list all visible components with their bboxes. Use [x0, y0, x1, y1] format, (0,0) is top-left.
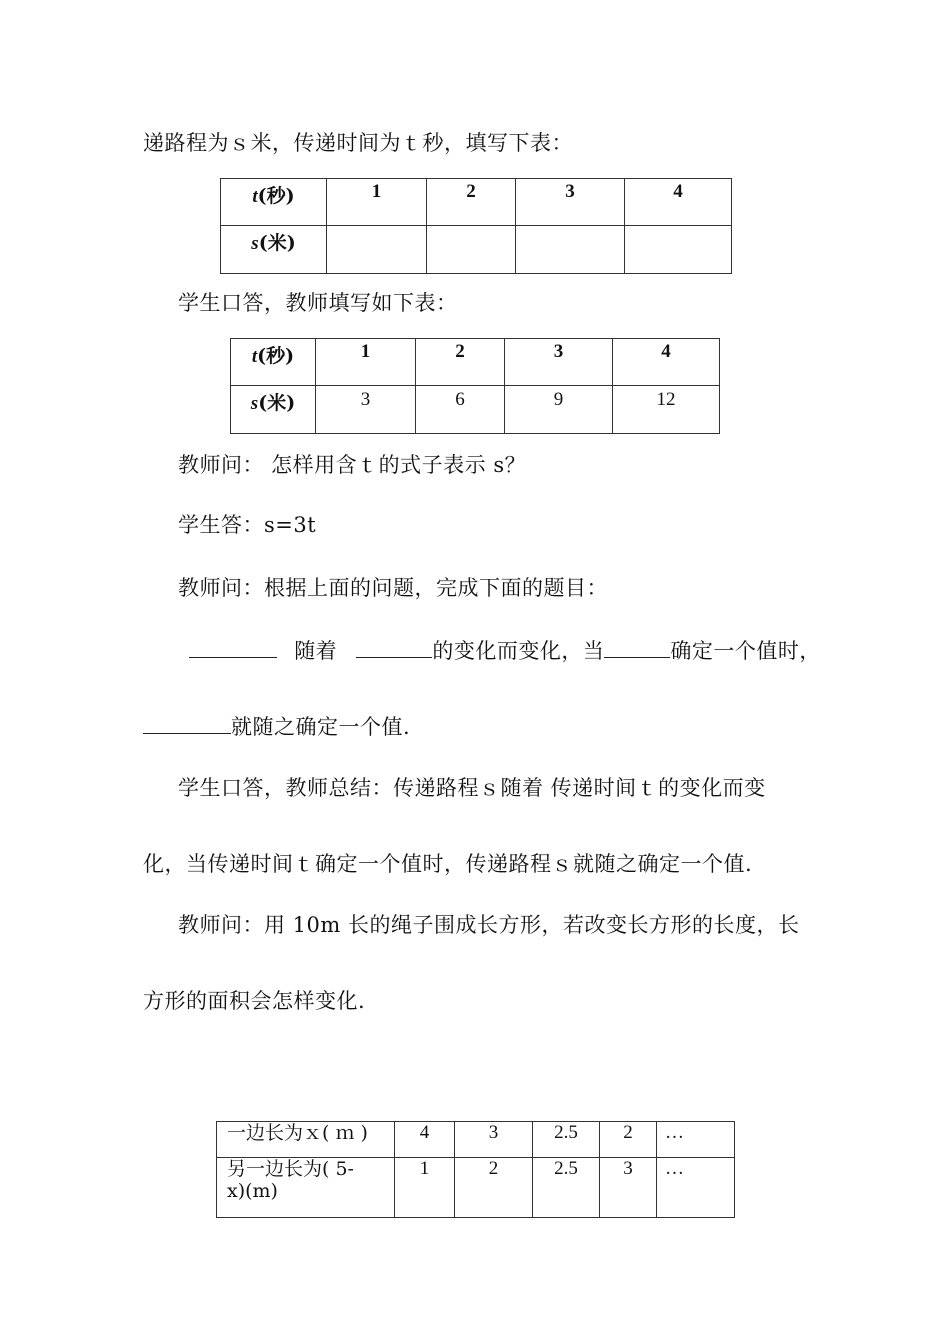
table-cell: 2: [600, 1122, 657, 1158]
blank-answer-2[interactable]: [356, 639, 432, 658]
paragraph-student-answer: 学生口答，教师填写如下表：: [178, 291, 458, 315]
table-cell: 9: [505, 386, 613, 434]
table-header-cell: 1: [316, 339, 416, 386]
paragraph-teacher-question: 教师问： 怎样用含ｔ的式子表示 s？: [178, 453, 527, 477]
table-header-cell: 2: [427, 179, 516, 226]
table-header-t: t(秒): [231, 339, 316, 386]
table-filled: [230, 338, 720, 434]
fill-blank-line-2: [143, 713, 410, 741]
table-header-s: s(米): [221, 226, 327, 274]
blank-answer-1[interactable]: [189, 639, 277, 658]
table-cell: 1: [395, 1158, 455, 1218]
table-cell-ellipsis: …: [657, 1122, 735, 1158]
table-header-cell: 2: [416, 339, 505, 386]
paragraph-student-reply: 学生答：s=3t: [178, 513, 317, 537]
table-cell[interactable]: [516, 226, 625, 274]
table-cell: 4: [395, 1122, 455, 1158]
table-header-cell: 3: [516, 179, 625, 226]
table-header-cell: 4: [625, 179, 732, 226]
table-cell: 2: [455, 1158, 533, 1218]
table-cell: 2.5: [533, 1158, 600, 1218]
paragraph-summary-2: 化，当传递时间ｔ确定一个值时，传递路程ｓ就随之确定一个值.: [143, 852, 753, 876]
table-cell: 3: [455, 1122, 533, 1158]
table-cell: 2.5: [533, 1122, 600, 1158]
blank-text-c: 确定一个值时，: [670, 639, 821, 663]
blank-answer-3[interactable]: [604, 639, 670, 658]
paragraph-rope-question-2: 方形的面积会怎样变化.: [143, 989, 366, 1013]
table-cell-ellipsis: …: [657, 1158, 735, 1218]
table-cell[interactable]: [327, 226, 427, 274]
table-cell: 3: [316, 386, 416, 434]
table-cell[interactable]: [625, 226, 732, 274]
paragraph-intro: 递路程为ｓ米，传递时间为ｔ秒，填写下表：: [143, 131, 573, 155]
table-blank: [220, 178, 732, 274]
row-label-side-x: 一边长为ｘ( ｍ ): [217, 1122, 395, 1158]
row-label-other-side: 另一边长为( 5- x)(m): [217, 1158, 395, 1218]
table-cell: 3: [600, 1158, 657, 1218]
table-header-s: s(米): [231, 386, 316, 434]
blank-text-d: 就随之确定一个值.: [231, 715, 411, 739]
table-rectangle-sides: [216, 1121, 735, 1218]
paragraph-summary-1: 学生口答，教师总结：传递路程ｓ随着 传递时间ｔ的变化而变: [178, 776, 766, 800]
table-cell: 6: [416, 386, 505, 434]
table-cell: 12: [613, 386, 720, 434]
blank-text-b: 的变化而变化，当: [432, 639, 605, 663]
table-header-cell: 1: [327, 179, 427, 226]
paragraph-rope-question-1: 教师问：用 10m 长的绳子围成长方形，若改变长方形的长度，长: [178, 913, 800, 937]
paragraph-teacher-prompt: 教师问：根据上面的问题，完成下面的题目：: [178, 576, 608, 600]
table-header-cell: 3: [505, 339, 613, 386]
fill-blank-line-1: [189, 637, 821, 665]
blank-text-a: 随着: [294, 639, 338, 663]
blank-answer-4[interactable]: [143, 715, 231, 734]
table-header-t: t(秒): [221, 179, 327, 226]
table-cell[interactable]: [427, 226, 516, 274]
table-header-cell: 4: [613, 339, 720, 386]
